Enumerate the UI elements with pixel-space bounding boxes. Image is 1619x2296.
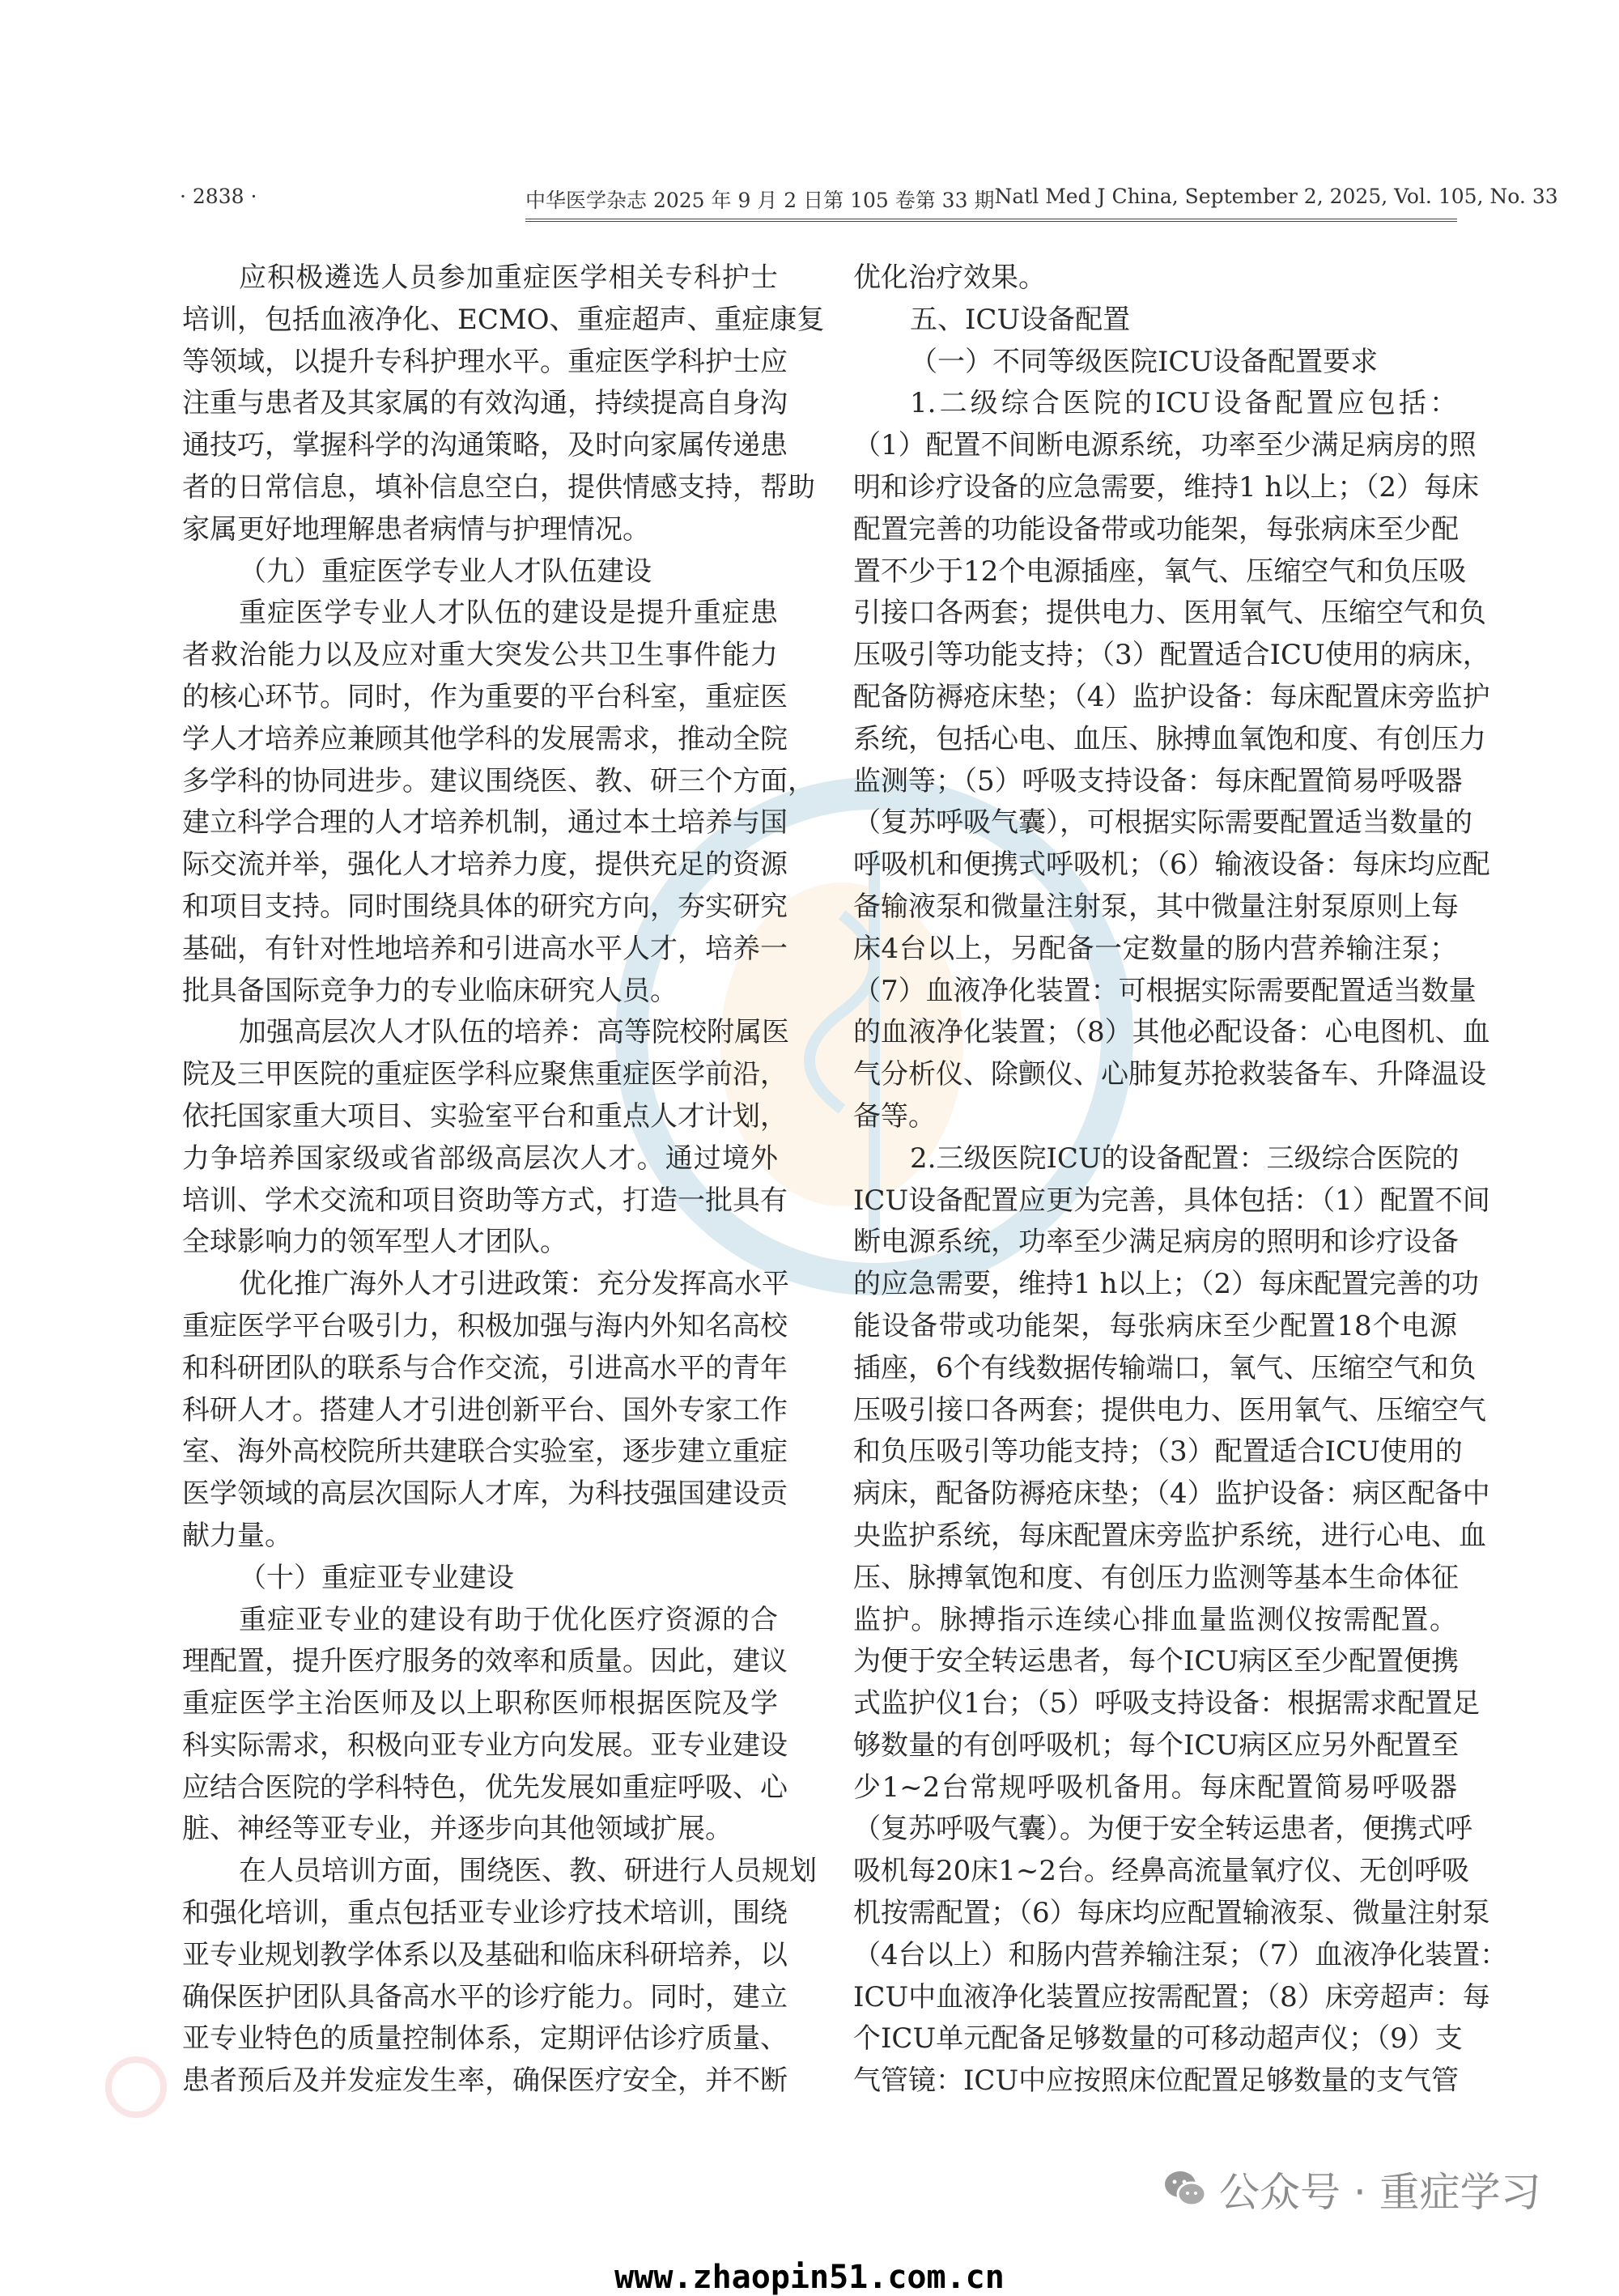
- text-line: 应结合医院的学科特色，优先发展如重症呼吸、心: [182, 1771, 788, 1804]
- text-line: 批具备国际竞争力的专业临床研究人员。: [182, 974, 678, 1007]
- text-line: 多学科的协同进步。建议围绕医、教、研三个方面，: [182, 764, 815, 797]
- text-line: 通技巧，掌握科学的沟通策略，及时向家属传递患: [182, 429, 788, 462]
- text-line: （九）重症医学专业人才队伍建设: [239, 555, 652, 588]
- text-line: 注重与患者及其家属的有效沟通，持续提高自身沟: [182, 387, 788, 420]
- text-line: 理配置，提升医疗服务的效率和质量。因此，建议: [182, 1645, 788, 1678]
- text-line: 科研人才。搭建人才引进创新平台、国外专家工作: [182, 1393, 788, 1426]
- text-line: 2.三级医院ICU的设备配置：三级综合医院的: [910, 1142, 1460, 1175]
- text-line: 献力量。: [182, 1519, 292, 1552]
- text-line: 等领域，以提升专科护理水平。重症医学科护士应: [182, 345, 788, 378]
- text-line: 置不少于12个电源插座，氧气、压缩空气和负压吸: [853, 555, 1467, 588]
- text-line: （十）重症亚专业建设: [239, 1561, 514, 1594]
- text-line: 重症医学专业人才队伍的建设是提升重症患: [239, 597, 778, 630]
- right-column: [853, 257, 1508, 2103]
- text-line: 在人员培训方面，围绕医、教、研进行人员规划: [239, 1855, 817, 1888]
- text-line: 科实际需求，积极向亚专业方向发展。亚专业建设: [182, 1728, 788, 1762]
- text-line: 断电源系统，功率至少满足病房的照明和诊疗设备: [853, 1226, 1459, 1259]
- publisher-logo-watermark: [105, 2056, 167, 2118]
- publisher-logo-icon: [105, 2056, 167, 2118]
- text-line: 机按需配置；（6）每床均应配置输液泵、微量注射泵: [853, 1897, 1490, 1930]
- text-line: 重症亚专业的建设有助于优化医疗资源的合: [239, 1603, 778, 1636]
- journal-title-en: Natl Med J China, September 2, 2025, Vol. 105, No. 33: [994, 185, 1558, 208]
- text-line: 个ICU单元配备足够数量的可移动超声仪；（9）支: [853, 2022, 1463, 2056]
- text-line: 重症医学主治医师及以上职称医师根据医院及学: [182, 1687, 778, 1720]
- text-line: 者的日常信息，填补信息空白，提供情感支持，帮助: [182, 470, 815, 504]
- text-line: 能设备带或功能架，每张病床至少配置18个电源: [853, 1309, 1457, 1342]
- text-line: 备等。: [853, 1099, 936, 1133]
- journal-title-cn: 中华医学杂志 2025 年 9 月 2 日第 105 卷第 33 期: [525, 189, 995, 212]
- text-line: 者救治能力以及应对重大突发公共卫生事件能力: [182, 639, 778, 672]
- text-line: 和科研团队的联系与合作交流，引进高水平的青年: [182, 1351, 788, 1384]
- wechat-icon: [1162, 2166, 1208, 2212]
- text-line: （复苏呼吸气囊）。为便于安全转运患者，便携式呼: [853, 1813, 1472, 1846]
- text-line: 的核心环节。同时，作为重要的平台科室，重症医: [182, 680, 788, 713]
- text-line: 亚专业特色的质量控制体系，定期评估诊疗质量、: [182, 2022, 788, 2056]
- text-line: 应积极遴选人员参加重症医学相关专科护士: [239, 261, 778, 294]
- text-line: （1）配置不间断电源系统，功率至少满足病房的照: [853, 429, 1477, 462]
- text-line: 病床，配备防褥疮床垫；（4）监护设备：病区配备中: [853, 1478, 1490, 1511]
- text-line: 够数量的有创呼吸机；每个ICU病区应另外配置至: [853, 1728, 1460, 1762]
- text-line: 呼吸机和便携式呼吸机；（6）输液设备：每床均应配: [853, 848, 1490, 882]
- text-line: （7）血液净化装置：可根据实际需要配置适当数量: [853, 974, 1477, 1007]
- text-line: 建立科学合理的人才培养机制，通过本土培养与国: [182, 806, 788, 840]
- text-line: 依托国家重大项目、实验室平台和重点人才计划，: [182, 1099, 788, 1133]
- text-line: 床4台以上，另配备一定数量的肠内营养输注泵；: [853, 932, 1457, 965]
- text-line: 优化治疗效果。: [853, 261, 1046, 294]
- text-line: 院及三甲医院的重症医学科应聚焦重症医学前沿，: [182, 1058, 788, 1091]
- text-line: 气分析仪、除颤仪、心肺复苏抢救装备车、升降温设: [853, 1058, 1486, 1091]
- text-line: 确保医护团队具备高水平的诊疗能力。同时，建立: [182, 1980, 788, 2013]
- text-line: 五、ICU设备配置: [910, 303, 1131, 336]
- text-line: 吸机每20床1~2台。经鼻高流量氧疗仪、无创呼吸: [853, 1855, 1470, 1888]
- text-line: 基础，有针对性地培养和引进高水平人才，培养一: [182, 932, 788, 965]
- text-line: 引接口各两套；提供电力、医用氧气、压缩空气和负: [853, 597, 1486, 630]
- text-line: 配备防褥疮床垫；（4）监护设备：每床配置床旁监护: [853, 680, 1490, 713]
- text-line: 全球影响力的领军型人才团队。: [182, 1226, 567, 1259]
- site-url: www.zhaopin51.com.cn: [614, 2259, 1005, 2296]
- text-line: 培训、学术交流和项目资助等方式，打造一批具有: [182, 1184, 788, 1217]
- text-line: 亚专业规划教学体系以及基础和临床科研培养，以: [182, 1938, 788, 1971]
- running-header: [525, 185, 1558, 222]
- text-line: 压、脉搏氧饱和度、有创压力监测等基本生命体征: [853, 1561, 1459, 1594]
- text-line: 监测等；（5）呼吸支持设备：每床配置简易呼吸器: [853, 764, 1463, 797]
- text-line: 少1~2台常规呼吸机备用。每床配置简易呼吸器: [853, 1771, 1457, 1804]
- text-line: 医学领域的高层次国际人才库，为科技强国建设贡: [182, 1478, 788, 1511]
- text-line: 央监护系统，每床配置床旁监护系统，进行心电、血: [853, 1519, 1486, 1552]
- text-line: 和负压吸引等功能支持；（3）配置适合ICU使用的: [853, 1435, 1463, 1469]
- text-line: 式监护仪1台；（5）呼吸支持设备：根据需求配置足: [853, 1687, 1481, 1720]
- text-line: 明和诊疗设备的应急需要，维持1 h以上；（2）每床: [853, 470, 1479, 504]
- text-line: （一）不同等级医院ICU设备配置要求: [910, 345, 1379, 378]
- text-line: 配置完善的功能设备带或功能架，每张病床至少配: [853, 512, 1459, 546]
- text-line: 际交流并举，强化人才培养力度，提供充足的资源: [182, 848, 788, 882]
- text-line: 监护。脉搏指示连续心排血量监测仪按需配置。: [853, 1603, 1457, 1636]
- left-column: [182, 257, 825, 2103]
- text-line: 脏、神经等亚专业，并逐步向其他领域扩展。: [182, 1813, 733, 1846]
- text-line: 重症医学平台吸引力，积极加强与海内外知名高校: [182, 1309, 788, 1342]
- text-line: 患者预后及并发症发生率，确保医疗安全，并不断: [182, 2064, 788, 2098]
- text-line: ICU设备配置应更为完善，具体包括：（1）配置不间: [853, 1184, 1490, 1217]
- text-line: 室、海外高校院所共建联合实验室，逐步建立重症: [182, 1435, 788, 1469]
- text-line: 培训，包括血液净化、ECMO、重症超声、重症康复: [182, 303, 825, 336]
- text-line: ICU中血液净化装置应按需配置；（8）床旁超声：每: [853, 1980, 1490, 2013]
- page-number: · 2838 ·: [180, 185, 257, 208]
- text-line: 优化推广海外人才引进政策：充分发挥高水平: [239, 1268, 789, 1301]
- text-line: 加强高层次人才队伍的培养：高等院校附属医: [239, 1016, 789, 1049]
- text-line: 压吸引接口各两套；提供电力、医用氧气、压缩空气: [853, 1393, 1486, 1426]
- text-line: 和项目支持。同时围绕具体的研究方向，夯实研究: [182, 890, 788, 923]
- text-line: 学人才培养应兼顾其他学科的发展需求，推动全院: [182, 722, 788, 755]
- wechat-account-label: 公众号 · 重症学习: [1219, 2169, 1541, 2216]
- text-line: 备输液泵和微量注射泵，其中微量注射泵原则上每: [853, 890, 1459, 923]
- text-line: （复苏呼吸气囊），可根据实际需要配置适当数量的: [853, 806, 1472, 840]
- text-line: （4台以上）和肠内营养输注泵；（7）血液净化装置：: [853, 1938, 1508, 1971]
- text-line: 的应急需要，维持1 h以上；（2）每床配置完善的功: [853, 1268, 1479, 1301]
- text-line: 的血液净化装置；（8）其他必配设备：心电图机、血: [853, 1016, 1490, 1049]
- text-line: 为便于安全转运患者，每个ICU病区至少配置便携: [853, 1645, 1460, 1678]
- text-line: 气管镜：ICU中应按照床位配置足够数量的支气管: [853, 2064, 1460, 2098]
- text-line: 系统，包括心电、血压、脉搏血氧饱和度、有创压力: [853, 722, 1486, 755]
- text-line: 压吸引等功能支持；（3）配置适合ICU使用的病床，: [853, 639, 1490, 672]
- text-line: 插座，6个有线数据传输端口，氧气、压缩空气和负: [853, 1351, 1477, 1384]
- text-line: 力争培养国家级或省部级高层次人才。通过境外: [182, 1142, 778, 1175]
- text-line: 1.二级综合医院的ICU设备配置应包括：: [910, 387, 1457, 420]
- text-line: 和强化培训，重点包括亚专业诊疗技术培训，围绕: [182, 1897, 788, 1930]
- text-line: 家属更好地理解患者病情与护理情况。: [182, 512, 650, 546]
- wechat-account-watermark: [1162, 2160, 1541, 2218]
